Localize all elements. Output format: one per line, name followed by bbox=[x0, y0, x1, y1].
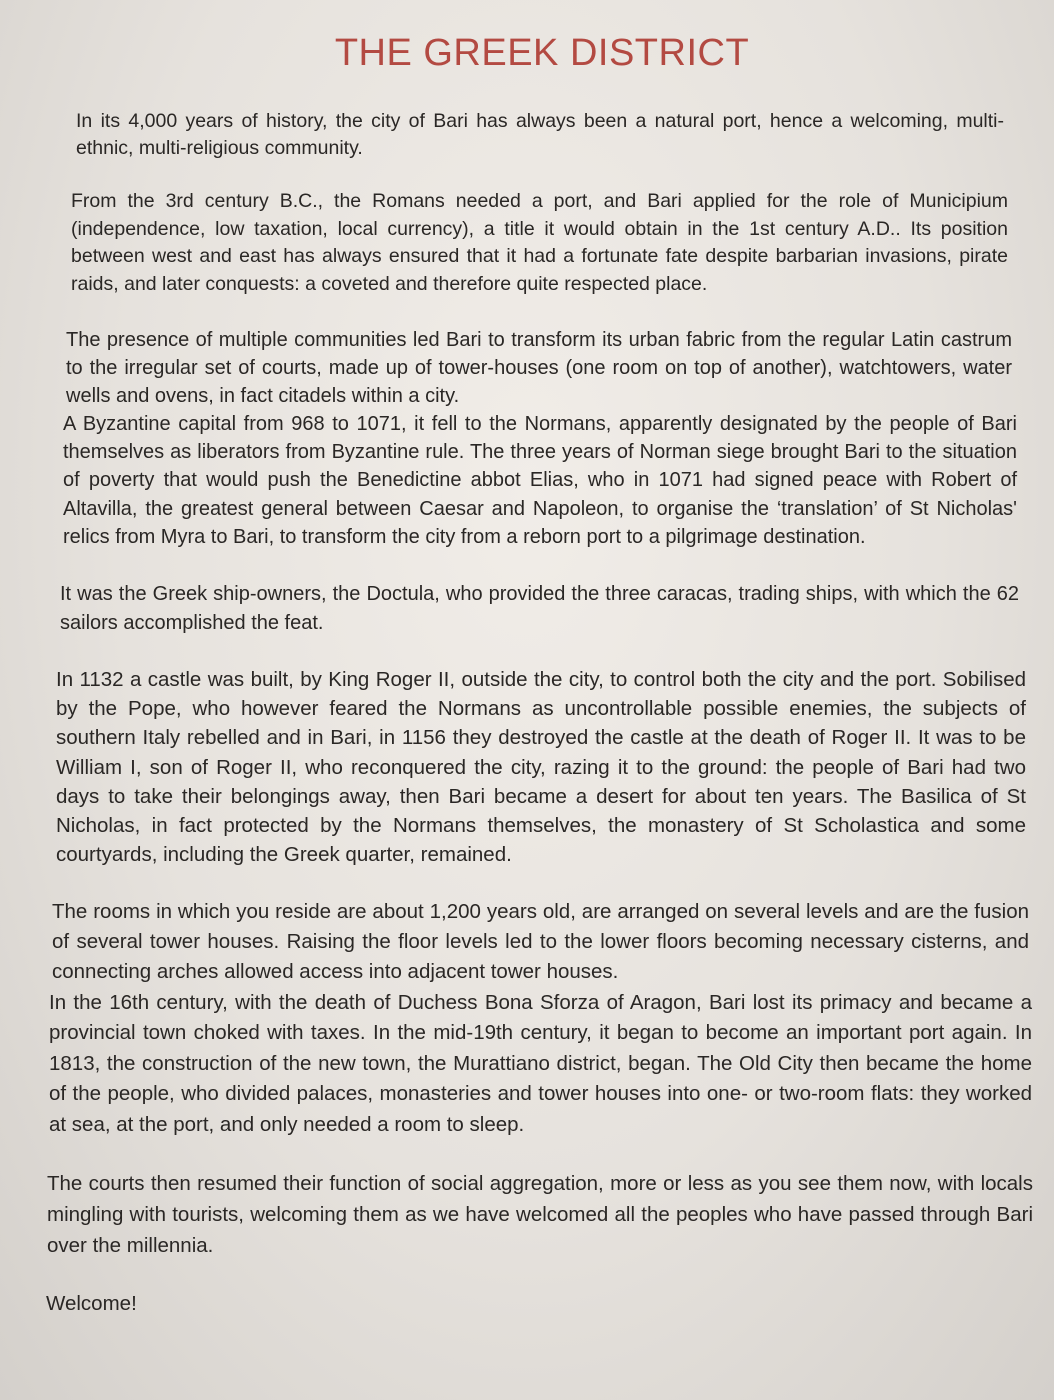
paragraph-castle-history: In 1132 a castle was built, by King Roger II, outside the city, to control both the city and the port. Sobilised by the Pope, who however feared the Normans as uncontrollable possible enemies, the subjects of southern Italy rebelled and in Bari, in 1156 they destroyed the castle at the death of Roger II. It was to be William I, son of Roger II, who reconquered the city, razing it to the ground: the people of Bari had two days to take their belongings away, then Bari became a desert for about ten years. The Basilica of St Nicholas, in fact protected by the Normans themselves, the monastery of St Scholastica and some courtyards, including the Greek quarter, remained. bbox=[56, 668, 1026, 867]
paragraph-16th-century: In the 16th century, with the death of Duchess Bona Sforza of Aragon, Bari lost its primacy and became a provincial town choked with taxes. In the mid-19th century, it began to become an important port again. In 1813, the construction of the new town, the Murattiano district, began. The Old City then became the home of the people, who divided palaces, monasteries and tower houses into one- or two-room flats: they worked at sea, at the port, and only needed a room to sleep. bbox=[49, 991, 1032, 1136]
paragraph-greek-shipowners: It was the Greek ship-owners, the Doctula, who provided the three caracas, trading ships, with which the 62 sailors accomplished the feat. bbox=[60, 583, 1019, 634]
welcome-text: Welcome! bbox=[46, 1292, 137, 1315]
paragraph-courts: The courts then resumed their function of social aggregation, more or less as you see them now, with locals mingling with tourists, welcoming them as we have welcomed all the peoples who have passed through Bari over the millennia. bbox=[47, 1172, 1033, 1257]
page-title: THE GREEK DISTRICT bbox=[334, 32, 750, 74]
paragraph-urban-fabric: The presence of multiple communities led Bari to transform its urban fabric from the regular Latin castrum to the irregular set of courts, made up of tower-houses (one room on top of another), watchtowers, water wells and ovens, in fact citadels within a city. bbox=[66, 329, 1012, 407]
paragraph-roman-municipium: From the 3rd century B.C., the Romans needed a port, and Bari applied for the role of Municipium (independence, low taxation, local currency), a title it would obtain in the 1st century A.D.. Its position between west and east has always ensured that it had a fortunate fate despite barbarian invasions, pirate raids, and later conquests: a coveted and therefore quite respected place. bbox=[71, 190, 1008, 295]
paragraph-rooms: The rooms in which you reside are about 1,200 years old, are arranged on several levels and are the fusion of several tower houses. Raising the floor levels led to the lower floors becoming necessary cisterns, and connecting arches allowed access into adjacent tower houses. bbox=[52, 900, 1029, 983]
paragraph-byzantine-norman: A Byzantine capital from 968 to 1071, it fell to the Normans, apparently designated by the people of Bari themselves as liberators from Byzantine rule. The three years of Norman siege brought Bari to the situation of poverty that would push the Benedictine abbot Elias, who in 1071 had signed peace with Robert of Altavilla, the greatest general between Caesar and Napoleon, to organise the ‘translation’ of St Nicholas' relics from Myra to Bari, to transform the city from a reborn port to a pilgrimage destination. bbox=[63, 413, 1017, 548]
paragraph-history-intro: In its 4,000 years of history, the city of Bari has always been a natural port, hence a welcoming, multi-ethnic, multi-religious community. bbox=[76, 110, 1004, 159]
